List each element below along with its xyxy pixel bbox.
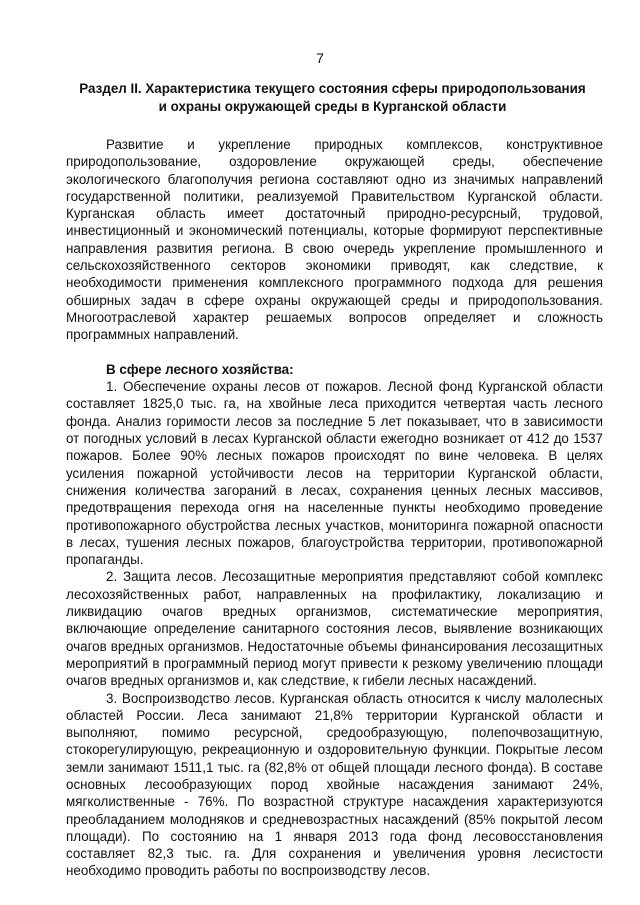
intro-paragraph: Развитие и укрепление природных комплексов, конструктивное природопользование, оздоровление окружающей среды, обеспечение экологического благополучия региона составляют одно из значимых направлений государственной политики, реализуемой Правительством Курганской области. Курганская область имеет достаточный природно-ресурсный, трудовой, инвестиционный и экономический потенциалы, которые формируют перспективные направления развития региона. В свою очередь укрепление промышленного и сельскохозяйственного секторов экономики приводят, как следствие, к необходимости применения комплексного программного подхода для решения обширных задач в сфере охраны окружающей среды и природопользования. Многоотраслевой характер решаемых вопросов определяет и сложность программных направлений. (66, 137, 603, 343)
forestry-item-fire-protection: 1. Обеспечение охраны лесов от пожаров. Лесной фонд Курганской области составляет 1825,0 тыс. га, на хвойные леса приходится четвертая часть лесного фонда. Анализ горимости лесов за последние 5 лет показывает, что в зависимости от погодных условий в лесах Курганской области ежегодно возникает от 412 до 1537 пожаров. Более 90% лесных пожаров происходят по вине человека. В целях усиления пожарной устойчивости лесов на территории Курганской области, снижения количества загораний в лесах, сохранения ценных лесных массивов, предотвращения перехода огня на населенные пункты необходимо проведение противопожарного обустройства лесных участков, мониторинга пожарной опасности в лесах, тушения лесных пожаров, благоустройства территории, противопожарной пропаганды. (66, 379, 603, 568)
document-body (66, 136, 603, 880)
forestry-item-forest-protection: 2. Защита лесов. Лесозащитные мероприятия представляют собой комплекс лесохозяйственных работ, направленных на профилактику, локализацию и ликвидацию очагов вредных организмов, систематические мероприятия, включающие определение санитарного состояния лесов, выявление возникающих очагов вредных организмов. Недостаточные объемы финансирования лесозащитных мероприятий в программный период могут привести к резкому увеличению площади очагов вредных организмов и, как следствие, к гибели лесных насаждений. (66, 569, 603, 689)
section-heading-line-2: и охраны окружающей среды в Курганской области (158, 99, 507, 114)
section-heading (60, 80, 605, 116)
forestry-item-reforestation: 3. Воспроизводство лесов. Курганская область относится к числу малолесных областей России. Леса занимают 21,8% территории Курганской области и выполняют, помимо ресурсной, средообразующую, полепочвозащитную, стокорегулирующую, рекреационную и оздоровительную функции. Покрытые лесом земли занимают 1511,1 тыс. га (82,8% от общей площади лесного фонда). В составе основных лесообразующих пород хвойные насаждения занимают 24%, мягколиственные - 76%. По возрастной структуре насаждения характеризуются преобладанием молодняков и средневозрастных насаждений (85% покрытой лесом площади). По состоянию на 1 января 2013 года фонд лесовосстановления составляет 82,3 тыс. га. Для сохранения и увеличения уровня лесистости необходимо проводить работы по воспроизводству лесов. (66, 690, 603, 879)
forestry-subheading: В сфере лесного хозяйства: (106, 361, 294, 377)
page-number: 7 (316, 50, 324, 66)
section-heading-line-1: Раздел II. Характеристика текущего состояния сферы природопользования (79, 81, 586, 96)
